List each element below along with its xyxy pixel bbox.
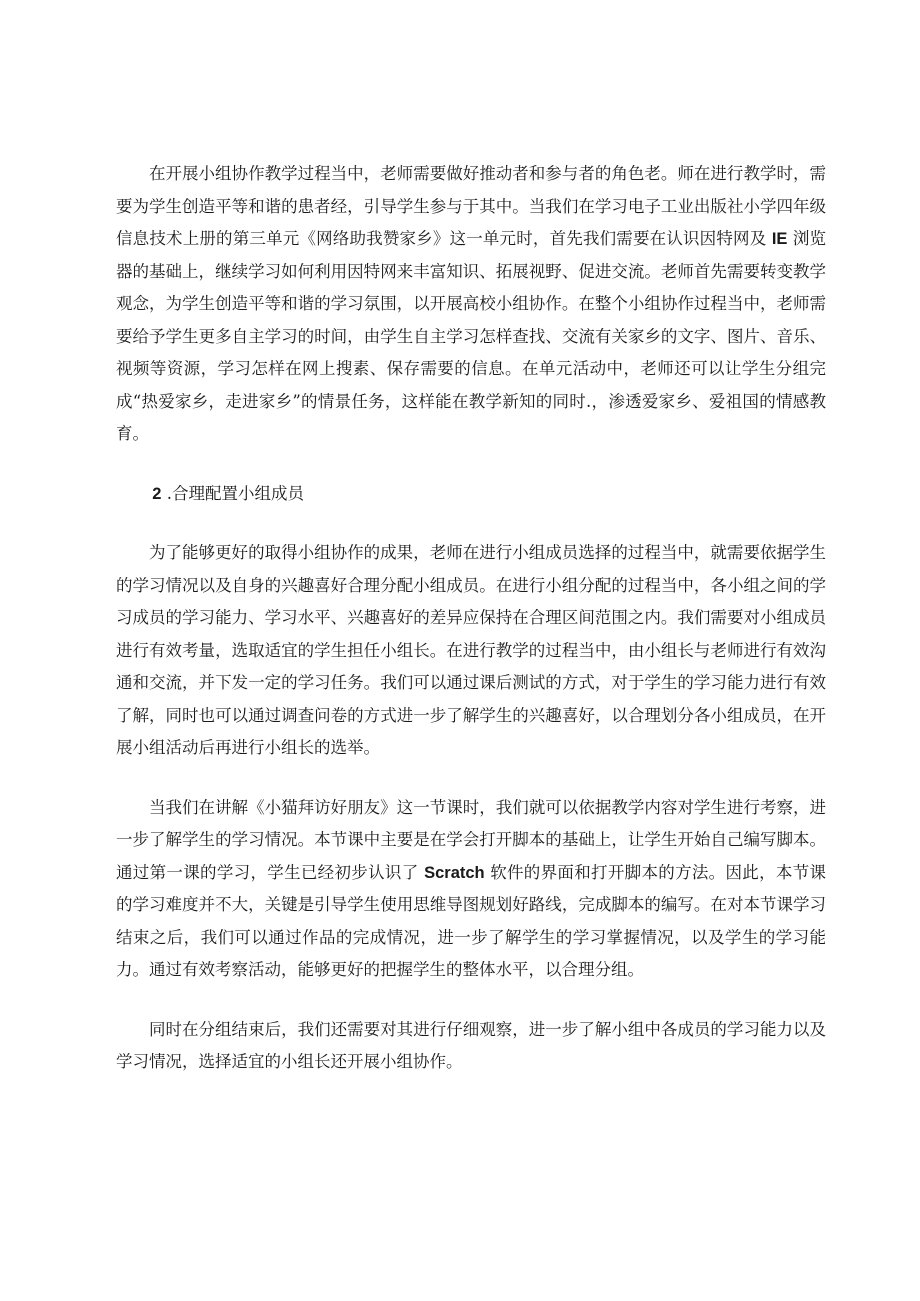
paragraph-3-text-b: 软件的界面和打开脚本的方法。因此，本节课的学习难度并不大，关键是引导学生使用思维导图规划好路线，完成脚本的编写。在对本节课学习结束之后，我们可以通过作品的完成情况，进一步了解学生的学习掌握情况，以及学生的学习能力。通过有效考察活动，能够更好的把握学生的整体水平，以合理分组。	[116, 862, 827, 979]
section-heading-text: .合理配置小组成员	[166, 483, 304, 503]
paragraph-1-ie: IE	[771, 230, 788, 248]
paragraph-gap	[116, 510, 826, 537]
paragraph-3-text-a: 当我们在讲解《小猫拜访好朋友》这一节课时，我们就可以依据教学内容对学生进行考察，进一步了解学生的学习情况。本节课中主要是在学会打开脚本的基础上，让学生开始自己编写脚本。通过第一课的学习，学生已经初步认识了	[116, 797, 826, 882]
paragraph-gap	[116, 451, 826, 478]
paragraph-3	[116, 792, 826, 987]
paragraph-1	[116, 158, 826, 451]
paragraph-2-text: 为了能够更好的取得小组协作的成果，老师在进行小组成员选择的过程当中，就需要依据学生的学习情况以及自身的兴趣喜好合理分配小组成员。在进行小组分配的过程当中，各小组之间的学习成员的学习能力、学习水平、兴趣喜好的差异应保持在合理区间范围之内。我们需要对小组成员进行有效考量，选取适宜的学生担任小组长。在进行教学的过程当中，由小组长与老师进行有效沟通和交流，并下发一定的学习任务。我们可以通过课后测试的方式，对于学生的学习能力进行有效了解，同时也可以通过调查问卷的方式进一步了解学生的兴趣喜好，以合理划分各小组成员，在开展小组活动后再进行小组长的选举。	[116, 543, 826, 757]
document-body	[116, 158, 826, 1079]
paragraph-2	[116, 537, 826, 765]
section-heading	[116, 478, 826, 511]
paragraph-gap	[116, 765, 826, 792]
paragraph-4	[116, 1014, 826, 1079]
section-heading-number: 2	[152, 484, 162, 503]
paragraph-gap	[116, 987, 826, 1014]
paragraph-1-text: 在开展小组协作教学过程当中，老师需要做好推动者和参与者的角色老。师在进行教学时，需要为学生创造平等和谐的患者经，引导学生参与于其中。当我们在学习电子工业出版社小学四年级信息技术上册的第三单元《网络助我赞家乡》这一单元时，首先我们需要在认识因特网及	[116, 164, 826, 248]
paragraph-3-scratch: Scratch	[424, 863, 485, 882]
paragraph-1-text-rest: 浏览器的基础上，继续学习如何利用因特网来丰富知识、拓展视野、促进交流。老师首先需要转变教学观念，为学生创造平等和谐的学习氛围，以开展高校小组协作。在整个小组协作过程当中，老师需要给予学生更多自主学习的时间，由学生自主学习怎样查找、交流有关家乡的文字、图片、音乐、视频等资源，学习怎样在网上搜素、保存需要的信息。在单元活动中，老师还可以让学生分组完成“热爱家乡，走进家乡”的情景任务，这样能在教学新知的同时.，渗透爱家乡、爱祖国的情感教育。	[116, 229, 827, 443]
paragraph-4-text: 同时在分组结束后，我们还需要对其进行仔细观察，进一步了解小组中各成员的学习能力以及学习情况，选择适宜的小组长还开展小组协作。	[116, 1019, 826, 1071]
